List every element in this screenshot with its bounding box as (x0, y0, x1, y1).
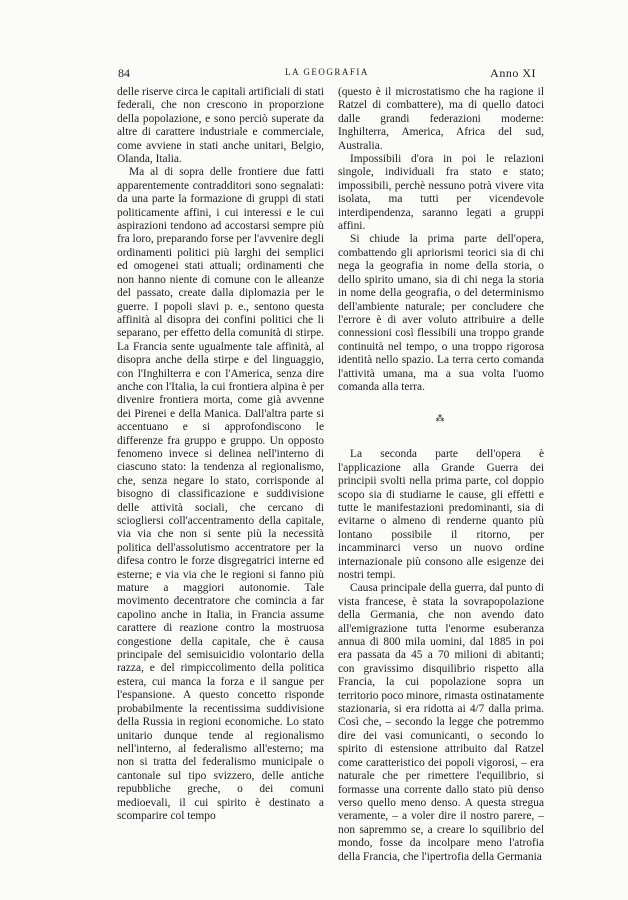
paragraph: La seconda parte dell'opera è l'applicazione alla Grande Guerra dei principii svolti nella prima parte, col doppio scopo sia di studiarne le cause, gli effetti e tutte le manifestazioni predominanti, sia di evitarne o almeno di renderne quanto più lontano possibile il ritorno, per incamminarci verso un nuovo ordine internazionale più consono alle esigenze dei nostri tempi. (338, 448, 544, 581)
right-column (338, 86, 544, 864)
running-header (118, 66, 536, 80)
section-separator: ⁂ (435, 413, 447, 424)
paragraph: Impossibili d'ora in poi le relazioni singole, individuali fra stato e stato; impossibili, perchè nessuno potrà vivere vita isolata, ma tutti per vicendevole interdipendenza, saranno legati a gruppi affini. (338, 153, 544, 233)
page-number: 84 (118, 66, 130, 80)
paragraph: Ma al di sopra delle frontiere due fatti apparentemente contradditori sono segnalati: da una parte la formazione di gruppi di stati politicamente affini, i cui interessi e le cui aspirazioni tendono ad accostarsi sempre più fra loro, preparando forse per l'avvenire degli ordinamenti politici più larghi dei semplici ed omogenei stati attuali; ordinamenti che non hanno niente di comune con le alleanze del passato, create dalla diplomazia per le guerre. I popoli slavi p. e., sentono questa affinità al disopra dei confini politici che li separano, per effetto della comunità di stirpe. La Francia sente ugualmente tale affinità, al disopra anche della stirpe e del linguaggio, con l'Inghilterra e con l'America, senza dire anche con l'Italia, la cui frontiera alpina è per divenire frontiera morta, come già avvenne dei Pirenei e della Manica. Dall'altra parte si accentuano e si approfondiscono le differenze fra gruppo e gruppo. Un opposto fenomeno invece si delinea nell'interno di ciascuno stato: la tendenza al regionalismo, che, senza negare lo stato, corrisponde al bisogno di classificazione e suddivisione delle attività sociali, che cercano di sciogliersi coll'accentramento della capitale, via via che non si sente più la necessità politica dell'assolutismo accentratore per la difesa contro le forze disgregatrici interne ed esterne; e via via che le regioni si fanno più mature a maggiori autonomie. Tale movimento decentratore che comincia a far capolino anche in Italia, in Francia assume carattere di reazione contro la mostruosa congestione della capitale, che è causa principale del semisuicidio volontario della razza, e del rimpiccolimento della politica estera, cui manca la forza e il sangue per l'espansione. A questo concetto risponde probabilmente la recentissima suddivisione della Russia in regioni economiche. Lo stato unitario dunque tende al regionalismo nell'interno, al federalismo all'esterno; ma non si tratta del federalismo municipale o cantonale sul tipo svizzero, delle antiche repubbliche greche, o dei comuni medioevali, il cui spirito è destinato a scomparire col tempo (117, 166, 324, 822)
paragraph: Causa principale della guerra, dal punto di vista francese, è stata la sovrapopolazione della Germania, che non avendo dato all'emigrazione tutta l'enorme esuberanza annua di 800 mila uomini, dal 1885 in poi era passata da 45 a 70 milioni di abitanti; con gravissimo disquilibrio rispetto alla Francia, la cui popolazione sopra un territorio poco minore, rimasta ostinatamente stazionaria, si era ridotta ai 4/7 dalla prima. Così che, – secondo la legge che potremmo dire dei vasi comunicanti, o secondo lo spirito di estensione attribuito dal Ratzel come caratteristico dei popoli vigorosi, – era naturale che per rimettere l'equilibrio, si formasse una corrente dallo stato più denso verso quello meno denso. A questa stregua veramente, – a voler dire il nostro parere, – non sapremmo se, a creare lo squilibrio del mondo, fosse da incolpare meno l'atrofia della Francia, che l'ipertrofia della Germania (338, 582, 544, 863)
year-label: Anno XI (490, 66, 536, 80)
left-column (117, 86, 324, 823)
paragraph: (questo è il microstatismo che ha ragione il Ratzel di combattere), ma di quello datoci dalle grandi federazioni moderne: Inghilterra, America, Africa del sud, Australia. (338, 86, 544, 152)
paragraph: delle riserve circa le capitali artificiali di stati federali, che non crescono in proporzione della popolazione, e sono perciò superate da altre di carattere industriale e commerciale, come avviene in stati anche unitari, Belgio, Olanda, Italia. (117, 86, 324, 166)
paragraph: Si chiude la prima parte dell'opera, combattendo gli apriorismi teorici sia di chi nega la geografia in nome della storia, o dello spirito umano, sia di chi nega la storia in nome della geografia, o del determinismo dell'ambiente naturale; per concludere che l'errore è di aver voluto attribuire a delle connessioni così flessibili una troppo grande continuità nel tempo, o una troppo rigorosa identità nello spazio. La terra certo comanda l'attività umana, ma a sua volta l'uomo comanda alla terra. (338, 233, 544, 393)
running-title: LA GEOGRAFIA (285, 67, 369, 77)
